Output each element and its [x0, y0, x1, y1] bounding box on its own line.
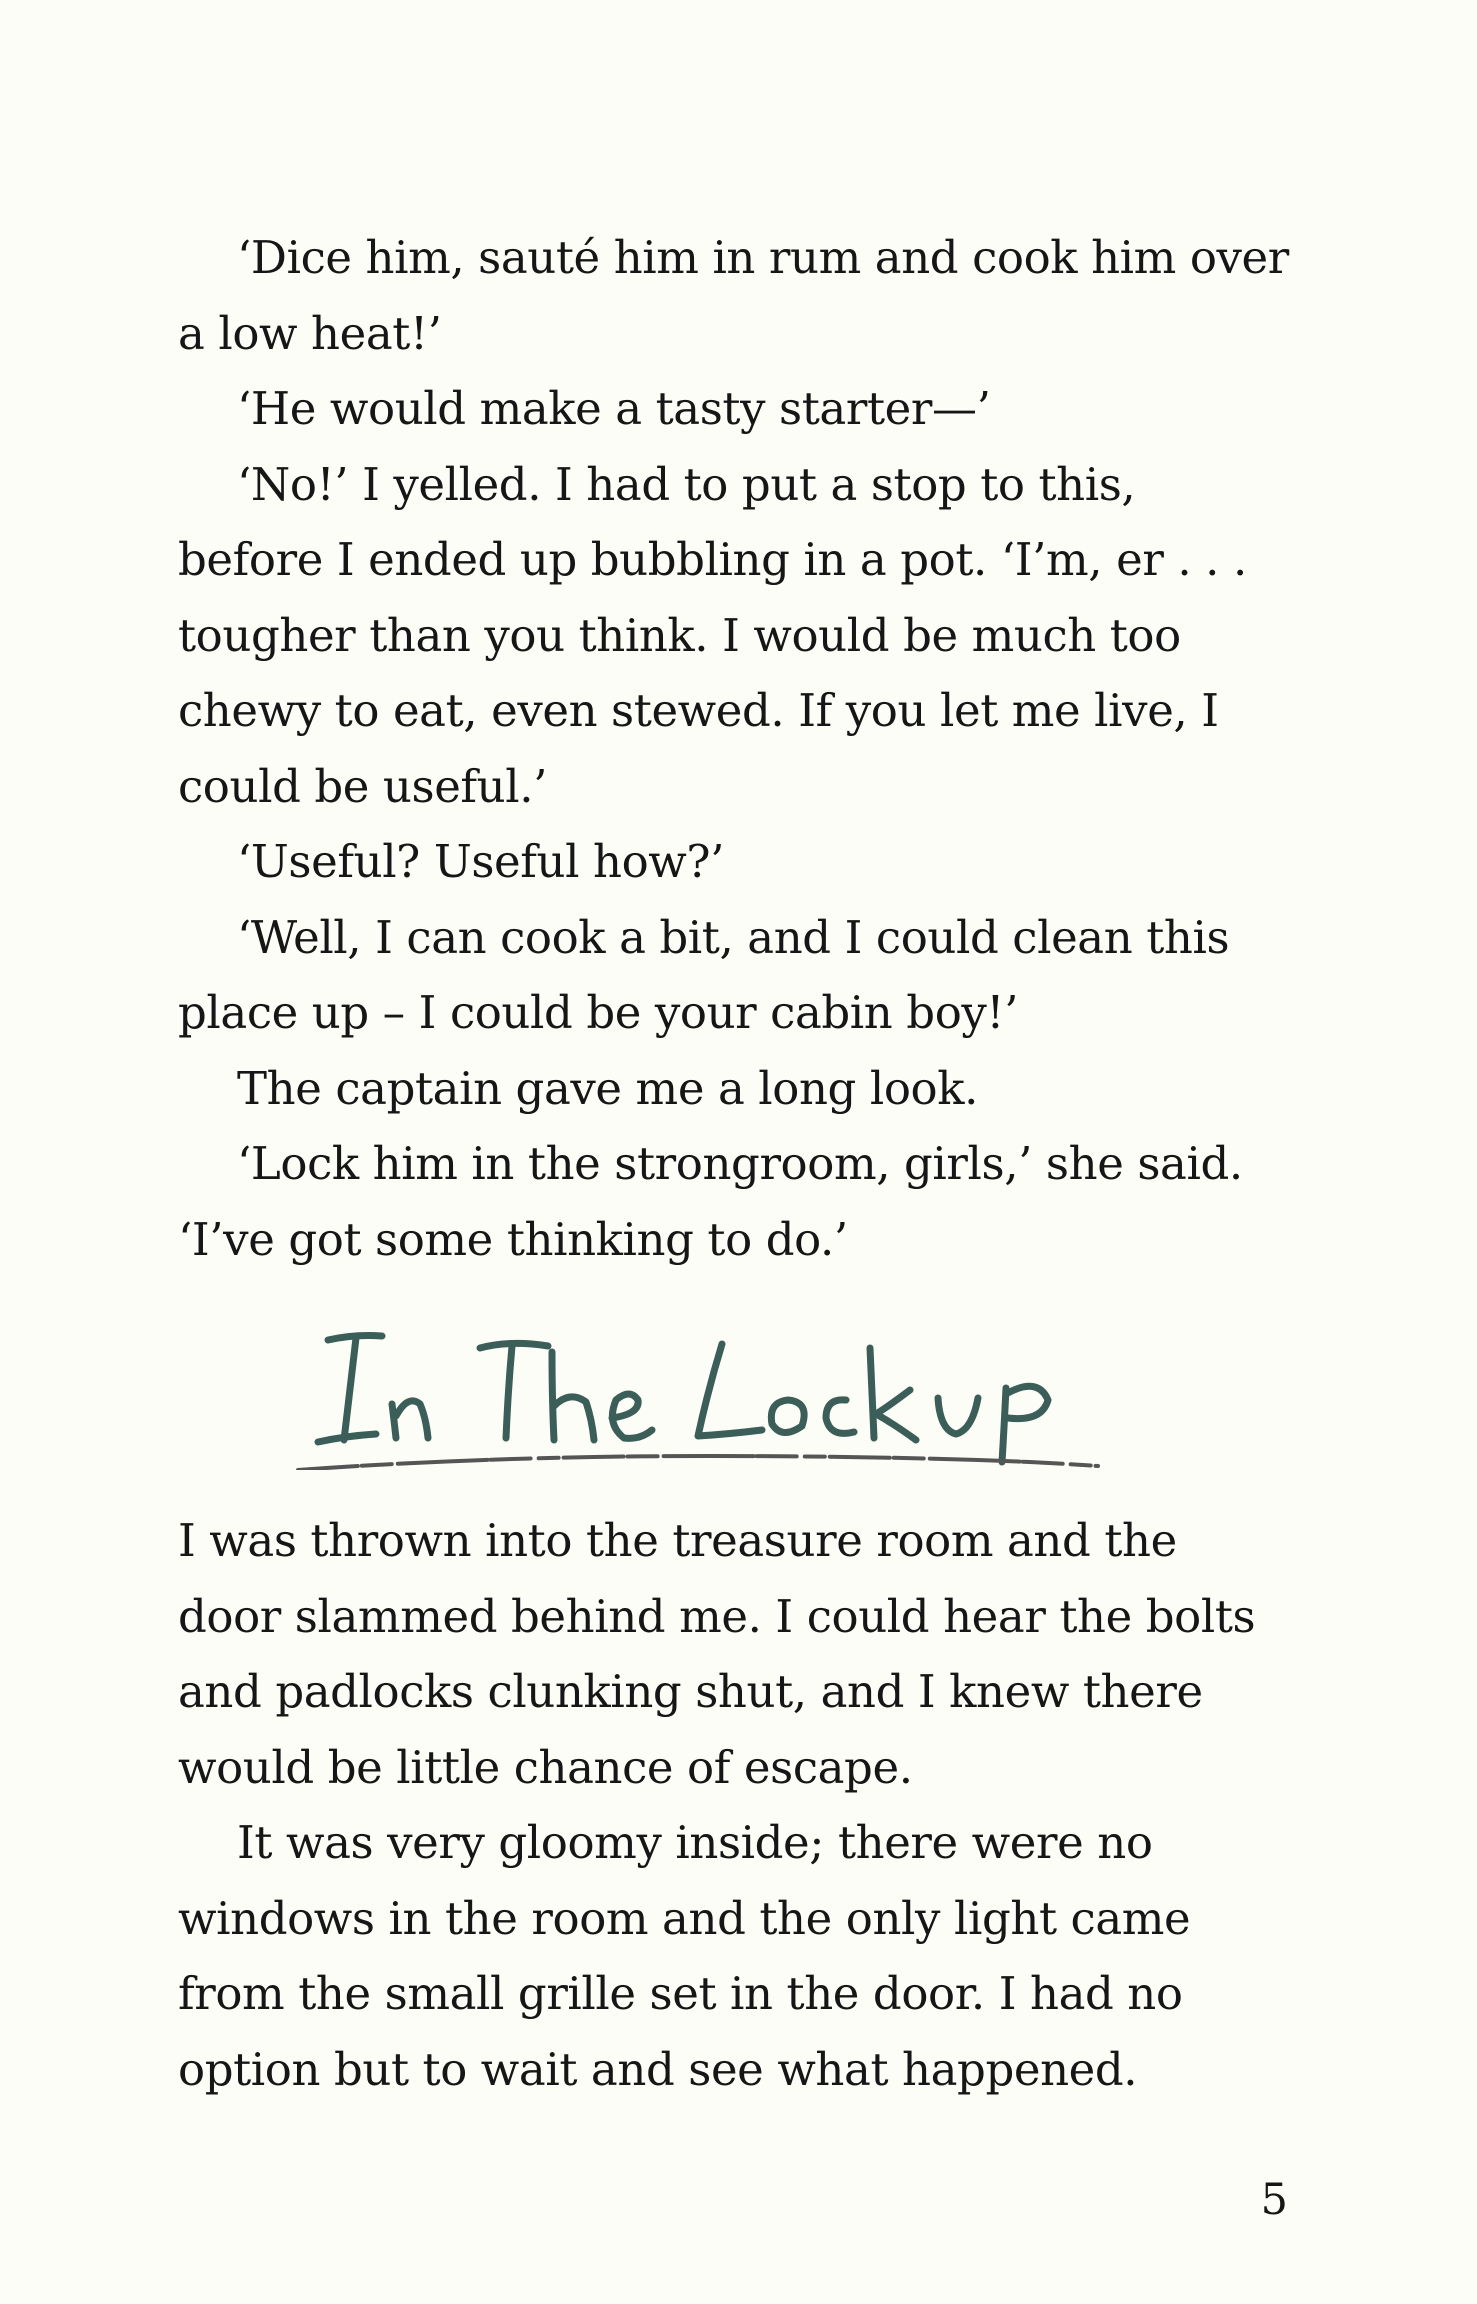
text-block-bottom — [178, 1503, 1290, 2107]
paragraph: ‘Useful? Useful how?’ — [237, 835, 725, 888]
paragraph: It was very gloomy inside; there were no windows in the room and the only light came from the small grille set in the door. I had no option but to wait and see what happened. — [178, 1816, 1191, 2096]
paragraph: ‘Dice him, sauté him in rum and cook him over a low heat!’ — [178, 231, 1289, 360]
page-number: 5 — [1260, 2175, 1288, 2225]
paragraph: I was thrown into the treasure room and the door slammed behind me. I could hear the bolts and padlocks clunking shut, and I knew there would be little chance of escape. — [178, 1514, 1256, 1794]
paragraph: ‘He would make a tasty starter—’ — [237, 382, 991, 435]
chapter-heading — [290, 1290, 1120, 1470]
handwritten-heading-graphic — [290, 1290, 1120, 1470]
paragraph: ‘Lock him in the strongroom, girls,’ she said. ‘I’ve got some thinking to do.’ — [178, 1137, 1243, 1266]
text-block-top — [178, 220, 1290, 1277]
paragraph: ‘Well, I can cook a bit, and I could clean this place up – I could be your cabin boy!’ — [178, 910, 1230, 1039]
paragraph: The captain gave me a long look. — [237, 1061, 979, 1115]
paragraph: ‘No!’ I yelled. I had to put a stop to this, before I ended up bubbling in a pot. ‘I’m, er . . . tougher than you think. I would be much too chewy to eat, even stewed. If you let me live, I could be useful.’ — [178, 457, 1247, 813]
